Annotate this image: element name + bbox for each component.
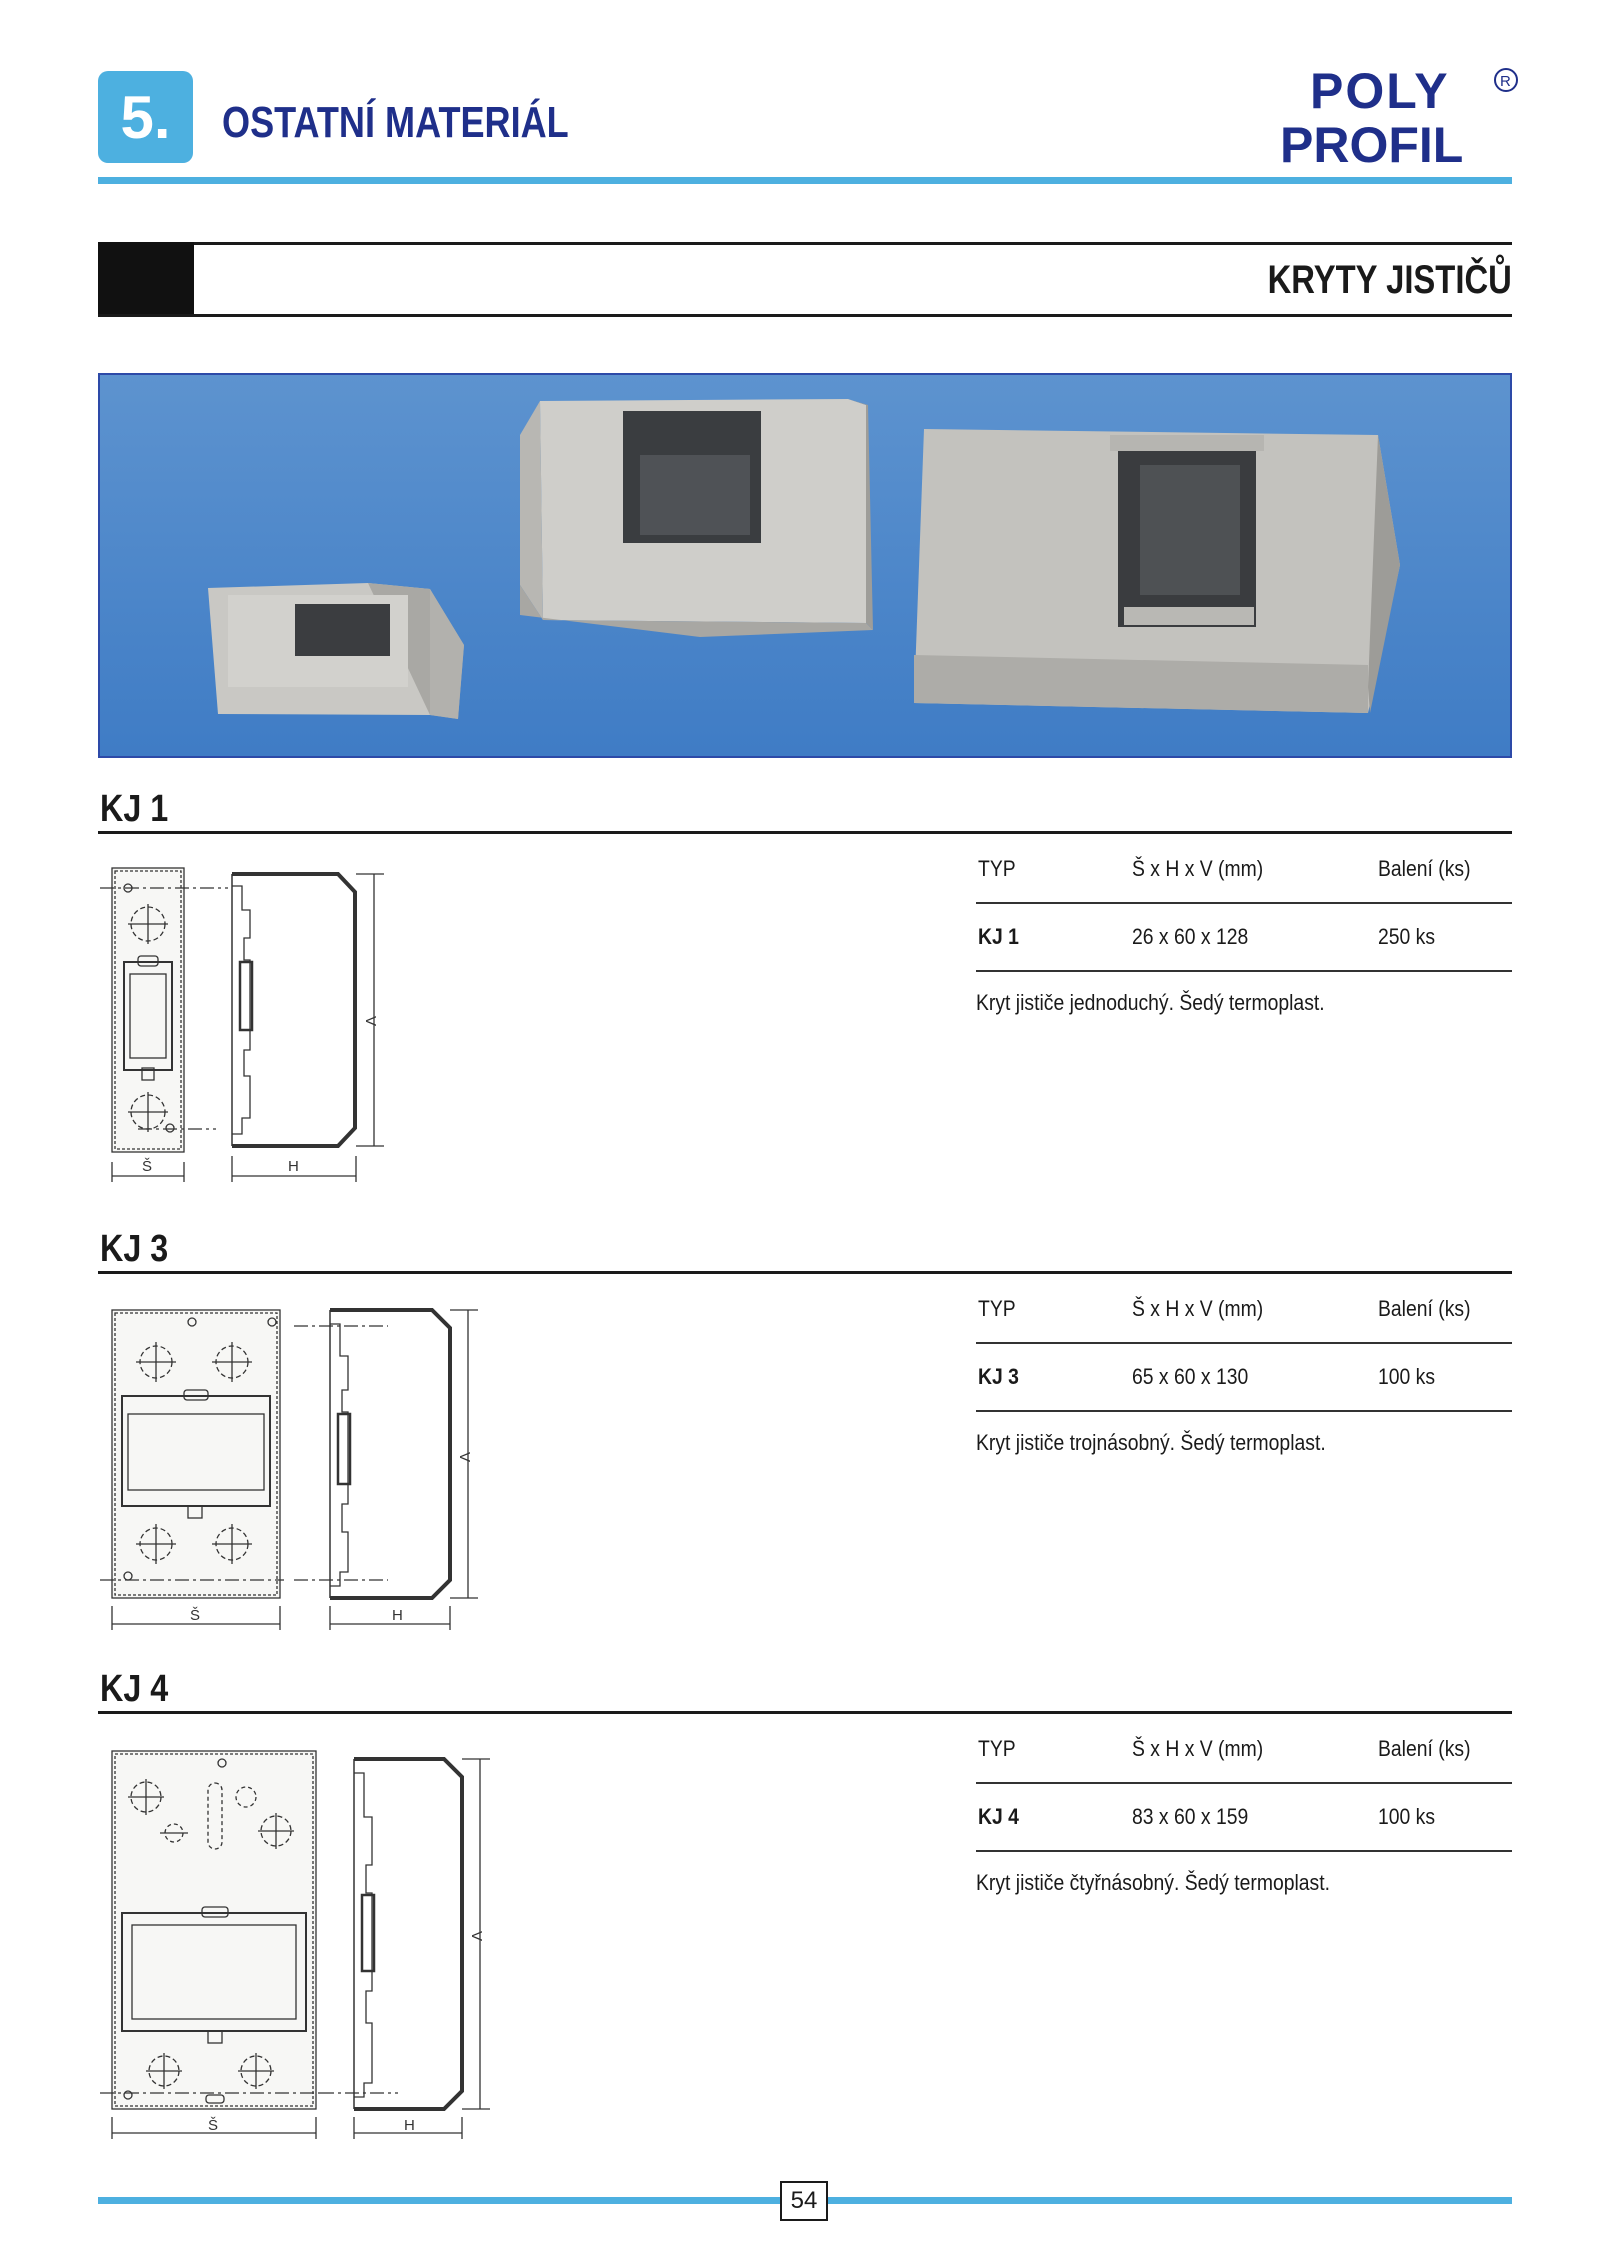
logo-registered: R: [1500, 73, 1511, 90]
dim-label-depth: H: [288, 1158, 299, 1175]
spec-table-kj3: [976, 1276, 1512, 1456]
header-packaging: Balení (ks): [1378, 1736, 1471, 1761]
section-title: KRYTY JISTIČŮ: [1267, 258, 1512, 302]
chapter-number-badge: [98, 71, 193, 163]
product-rule-kj4: [98, 1711, 1512, 1714]
section-rule-top: [98, 242, 1512, 245]
spec-header-row: [976, 1276, 1512, 1344]
header-dimensions: Š x H x V (mm): [1132, 1296, 1264, 1321]
spec-header-row: [976, 836, 1512, 904]
cell-type: KJ 4: [978, 1804, 1019, 1829]
dim-label-height: V: [362, 1016, 379, 1027]
cell-type: KJ 3: [978, 1364, 1019, 1389]
cell-dimensions: 65 x 60 x 130: [1132, 1364, 1249, 1389]
cell-packaging: 100 ks: [1378, 1804, 1436, 1829]
header-typ: TYP: [978, 1736, 1016, 1761]
polyprofil-logo: [1270, 60, 1520, 170]
spec-data-row: [976, 1784, 1512, 1852]
product-description: Kryt jističe trojnásobný. Šedý termoplast.: [976, 1430, 1326, 1455]
product-heading-kj4: KJ 4: [100, 1668, 169, 1710]
logo-text-top: POLY: [1310, 63, 1450, 119]
product-rule-kj1: [98, 831, 1512, 834]
technical-drawing-kj4: [98, 1745, 558, 2145]
header-dimensions: Š x H x V (mm): [1132, 856, 1264, 881]
dim-label-width: Š: [208, 2117, 219, 2134]
header-packaging: Balení (ks): [1378, 856, 1471, 881]
header-typ: TYP: [978, 856, 1016, 881]
cell-dimensions: 26 x 60 x 128: [1132, 924, 1249, 949]
product-description: Kryt jističe čtyřnásobný. Šedý termoplast.: [976, 1870, 1330, 1895]
page-number: [780, 2181, 828, 2221]
header-dimensions: Š x H x V (mm): [1132, 1736, 1264, 1761]
cell-type: KJ 1: [978, 924, 1019, 949]
header-typ: TYP: [978, 1296, 1016, 1321]
product-heading-kj3: KJ 3: [100, 1228, 169, 1270]
product-rule-kj3: [98, 1271, 1512, 1274]
technical-drawing-kj3: [98, 1300, 518, 1640]
cell-packaging: 100 ks: [1378, 1364, 1436, 1389]
dim-label-height: V: [456, 1452, 473, 1463]
cell-packaging: 250 ks: [1378, 924, 1436, 949]
chapter-number: 5.: [120, 83, 171, 151]
dim-label-depth: H: [404, 2117, 415, 2134]
section-rule-bottom: [98, 314, 1512, 317]
header-rule: [98, 177, 1512, 184]
logo-text-bottom: PROFIL: [1280, 117, 1464, 170]
section-marker-block: [98, 242, 194, 317]
spec-table-kj1: [976, 836, 1512, 1016]
dim-label-depth: H: [392, 1607, 403, 1624]
header-packaging: Balení (ks): [1378, 1296, 1471, 1321]
product-photo: [98, 373, 1512, 758]
dim-label-width: Š: [142, 1158, 153, 1175]
dim-label-width: Š: [190, 1607, 201, 1624]
spec-header-row: [976, 1716, 1512, 1784]
product-heading-kj1: KJ 1: [100, 788, 169, 830]
dim-label-height: V: [468, 1931, 485, 1942]
spec-data-row: [976, 904, 1512, 972]
spec-table-kj4: [976, 1716, 1512, 1896]
page-number-text: 54: [790, 2187, 818, 2214]
chapter-title: OSTATNÍ MATERIÁL: [222, 98, 569, 147]
cell-dimensions: 83 x 60 x 159: [1132, 1804, 1249, 1829]
technical-drawing-kj1: [98, 856, 458, 1196]
product-description: Kryt jističe jednoduchý. Šedý termoplast.: [976, 990, 1325, 1015]
spec-data-row: [976, 1344, 1512, 1412]
